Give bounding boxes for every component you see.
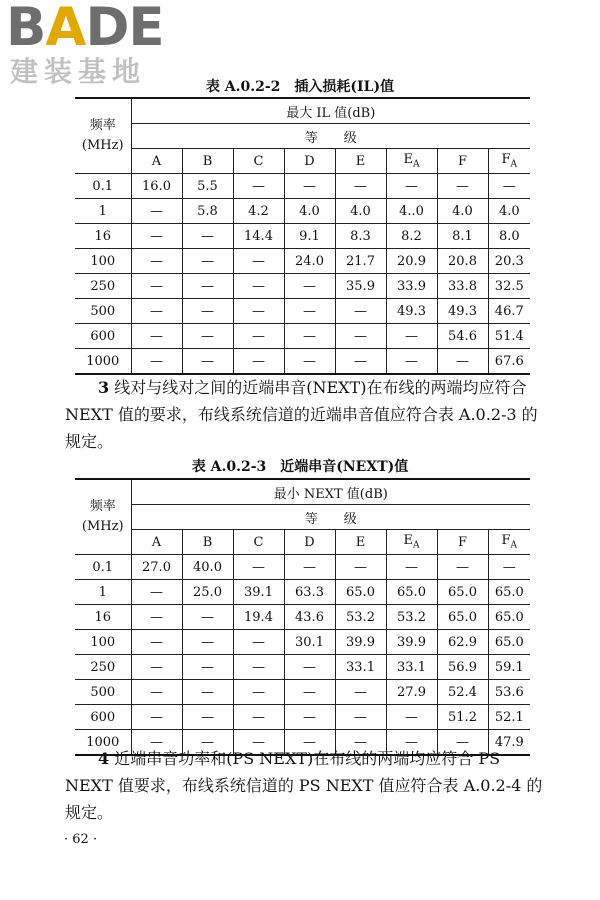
value-cell: —	[131, 224, 182, 249]
value-cell: 52.1	[488, 705, 530, 730]
table-row	[75, 324, 530, 349]
value-cell: 14.4	[233, 224, 284, 249]
value-cell: —	[284, 730, 335, 756]
grade-column-header: E	[335, 530, 386, 555]
table-row	[75, 630, 530, 655]
value-cell: —	[131, 274, 182, 299]
value-cell: —	[131, 199, 182, 224]
grade-columns-row	[75, 149, 530, 174]
value-cell: —	[284, 680, 335, 705]
value-cell: —	[131, 705, 182, 730]
value-cell: 46.7	[488, 299, 530, 324]
grade-column-header: C	[233, 149, 284, 174]
frequency-cell: 500	[75, 680, 131, 705]
value-cell: 35.9	[335, 274, 386, 299]
value-cell: 39.9	[386, 630, 437, 655]
value-cell: —	[182, 224, 233, 249]
value-cell: —	[182, 249, 233, 274]
value-cell: 65.0	[488, 580, 530, 605]
value-cell: 4.0	[488, 199, 530, 224]
logo-chinese-text: 建装基地	[10, 55, 147, 88]
value-cell: —	[182, 299, 233, 324]
value-cell: 65.0	[437, 580, 488, 605]
grade-column-header: B	[182, 530, 233, 555]
value-cell: 4.0	[284, 199, 335, 224]
frequency-cell: 1000	[75, 349, 131, 375]
frequency-cell: 250	[75, 655, 131, 680]
value-cell: 49.3	[437, 299, 488, 324]
grade-header: 等 级	[131, 505, 530, 530]
table-row	[75, 274, 530, 299]
value-cell: —	[284, 299, 335, 324]
value-cell: —	[182, 324, 233, 349]
frequency-cell: 600	[75, 705, 131, 730]
value-cell: 16.0	[131, 174, 182, 199]
grade-column-header: D	[284, 149, 335, 174]
value-cell: 49.3	[386, 299, 437, 324]
value-cell: —	[131, 349, 182, 375]
paragraph-4: 4 近端串音功率和(PS NEXT)在布线的两端均应符合 PS NEXT 值要求，布线系统信道的 PS NEXT 值应符合表 A.0.2-4 的规定。	[65, 749, 543, 822]
value-group-header: 最大 IL 值(dB)	[131, 98, 530, 124]
value-cell: —	[335, 349, 386, 375]
table-row	[75, 199, 530, 224]
value-cell: 20.3	[488, 249, 530, 274]
page-number: · 62 ·	[64, 832, 98, 847]
table1-caption: 表 A.0.2-2 插入损耗(IL)值	[205, 79, 395, 95]
table-row	[75, 680, 530, 705]
value-cell: —	[182, 274, 233, 299]
frequency-cell: 1000	[75, 730, 131, 756]
value-cell: —	[284, 555, 335, 580]
value-cell: 51.2	[437, 705, 488, 730]
frequency-cell: 500	[75, 299, 131, 324]
value-cell: —	[233, 680, 284, 705]
value-cell: —	[233, 705, 284, 730]
value-cell: 4.2	[233, 199, 284, 224]
value-cell: 65.0	[488, 605, 530, 630]
value-cell: 25.0	[182, 580, 233, 605]
value-cell: 8.0	[488, 224, 530, 249]
frequency-header-label: 频率	[89, 118, 116, 133]
grade-column-header: $E_A$	[386, 149, 437, 174]
value-cell: —	[335, 299, 386, 324]
value-cell: 33.9	[386, 274, 437, 299]
value-cell: 56.9	[437, 655, 488, 680]
value-cell: —	[437, 730, 488, 756]
grade-column-header: A	[131, 149, 182, 174]
value-cell: 65.0	[335, 580, 386, 605]
value-cell: 20.8	[437, 249, 488, 274]
value-cell: 4.0	[437, 199, 488, 224]
value-cell: —	[233, 274, 284, 299]
value-cell: —	[437, 555, 488, 580]
table-row	[75, 299, 530, 324]
insertion-loss-table	[75, 97, 530, 375]
frequency-cell: 100	[75, 630, 131, 655]
value-cell: 4.0	[335, 199, 386, 224]
value-cell: —	[182, 349, 233, 375]
value-cell: 39.9	[335, 630, 386, 655]
frequency-cell: 100	[75, 249, 131, 274]
value-cell: 32.5	[488, 274, 530, 299]
value-cell: —	[131, 630, 182, 655]
value-cell: —	[335, 705, 386, 730]
value-cell: 52.4	[437, 680, 488, 705]
header-row	[75, 98, 530, 124]
value-cell: 47.9	[488, 730, 530, 756]
value-cell: —	[182, 705, 233, 730]
value-cell: —	[233, 730, 284, 756]
value-cell: —	[131, 580, 182, 605]
header-row	[75, 479, 530, 505]
value-cell: —	[284, 274, 335, 299]
paragraph-3: 3 线对与线对之间的近端串音(NEXT)在布线的两端均应符合 NEXT 值的要求，布线系统信道的近端串音值应符合表 A.0.2-3 的规定。	[65, 378, 538, 451]
value-cell: 67.6	[488, 349, 530, 375]
frequency-cell: 250	[75, 274, 131, 299]
value-cell: 19.4	[233, 605, 284, 630]
table-row	[75, 605, 530, 630]
value-cell: —	[335, 324, 386, 349]
value-cell: 24.0	[284, 249, 335, 274]
value-cell: 27.9	[386, 680, 437, 705]
value-cell: —	[488, 174, 530, 199]
value-cell: —	[131, 299, 182, 324]
value-cell: —	[386, 730, 437, 756]
value-cell: —	[233, 249, 284, 274]
value-cell: 8.2	[386, 224, 437, 249]
value-cell: —	[233, 174, 284, 199]
grade-column-header: D	[284, 530, 335, 555]
value-cell: 33.1	[386, 655, 437, 680]
table-row	[75, 174, 530, 199]
value-cell: —	[131, 680, 182, 705]
value-cell: 5.5	[182, 174, 233, 199]
table-row	[75, 349, 530, 375]
value-cell: 30.1	[284, 630, 335, 655]
value-cell: 27.0	[131, 555, 182, 580]
value-cell: —	[233, 349, 284, 375]
value-cell: 20.9	[386, 249, 437, 274]
frequency-header	[75, 98, 131, 174]
table2-caption: 表 A.0.2-3 近端串音(NEXT)值	[191, 459, 409, 475]
value-cell: —	[182, 680, 233, 705]
frequency-header-unit: (MHz)	[81, 138, 124, 153]
value-cell: 43.6	[284, 605, 335, 630]
value-cell: 53.2	[386, 605, 437, 630]
value-cell: —	[233, 299, 284, 324]
value-cell: 53.6	[488, 680, 530, 705]
grade-column-header: E	[335, 149, 386, 174]
value-cell: 65.0	[386, 580, 437, 605]
value-cell: —	[131, 655, 182, 680]
grade-columns-row	[75, 530, 530, 555]
value-cell: —	[488, 555, 530, 580]
logo-latin-text: BADE	[6, 0, 164, 58]
value-cell: —	[233, 630, 284, 655]
value-cell: 59.1	[488, 655, 530, 680]
frequency-cell: 1	[75, 199, 131, 224]
grade-column-header: F	[437, 149, 488, 174]
value-cell: 33.8	[437, 274, 488, 299]
next-table	[75, 478, 530, 756]
value-cell: —	[233, 555, 284, 580]
value-cell: —	[131, 605, 182, 630]
value-cell: 65.0	[437, 605, 488, 630]
value-cell: —	[182, 630, 233, 655]
value-cell: —	[335, 680, 386, 705]
value-cell: —	[437, 174, 488, 199]
grade-column-header: $F_A$	[488, 530, 530, 555]
value-cell: —	[437, 349, 488, 375]
grade-column-header: $F_A$	[488, 149, 530, 174]
frequency-cell: 16	[75, 224, 131, 249]
table-row	[75, 224, 530, 249]
frequency-cell: 600	[75, 324, 131, 349]
grade-column-header: F	[437, 530, 488, 555]
table-row	[75, 705, 530, 730]
value-cell: 51.4	[488, 324, 530, 349]
value-cell: —	[284, 655, 335, 680]
value-cell: —	[131, 324, 182, 349]
value-cell: 33.1	[335, 655, 386, 680]
value-cell: —	[335, 555, 386, 580]
value-cell: —	[335, 730, 386, 756]
frequency-header	[75, 479, 131, 555]
value-cell: —	[386, 349, 437, 375]
value-cell: —	[386, 555, 437, 580]
value-cell: —	[284, 174, 335, 199]
value-cell: 8.1	[437, 224, 488, 249]
value-cell: 5.8	[182, 199, 233, 224]
value-cell: —	[335, 174, 386, 199]
grade-column-header: B	[182, 149, 233, 174]
value-group-header: 最小 NEXT 值(dB)	[131, 479, 530, 505]
frequency-cell: 0.1	[75, 555, 131, 580]
value-cell: —	[182, 605, 233, 630]
value-cell: —	[182, 730, 233, 756]
value-cell: 39.1	[233, 580, 284, 605]
value-cell: —	[386, 324, 437, 349]
value-cell: 8.3	[335, 224, 386, 249]
frequency-header-label: 频率	[89, 499, 116, 514]
value-cell: —	[284, 705, 335, 730]
value-cell: —	[233, 324, 284, 349]
value-cell: 21.7	[335, 249, 386, 274]
value-cell: 40.0	[182, 555, 233, 580]
table-row	[75, 249, 530, 274]
value-cell: 4..0	[386, 199, 437, 224]
grade-column-header: C	[233, 530, 284, 555]
value-cell: 62.9	[437, 630, 488, 655]
table-row	[75, 655, 530, 680]
frequency-cell: 0.1	[75, 174, 131, 199]
value-cell: —	[182, 655, 233, 680]
value-cell: —	[131, 730, 182, 756]
value-cell: —	[386, 705, 437, 730]
value-cell: —	[131, 249, 182, 274]
value-cell: —	[386, 174, 437, 199]
frequency-cell: 1	[75, 580, 131, 605]
value-cell: 53.2	[335, 605, 386, 630]
frequency-header-unit: (MHz)	[81, 519, 124, 534]
value-cell: 63.3	[284, 580, 335, 605]
grade-row	[75, 124, 530, 149]
table-row	[75, 580, 530, 605]
grade-column-header: A	[131, 530, 182, 555]
frequency-cell: 16	[75, 605, 131, 630]
value-cell: —	[284, 349, 335, 375]
grade-header: 等 级	[131, 124, 530, 149]
value-cell: 65.0	[488, 630, 530, 655]
value-cell: 54.6	[437, 324, 488, 349]
grade-column-header: $E_A$	[386, 530, 437, 555]
value-cell: 9.1	[284, 224, 335, 249]
value-cell: —	[233, 655, 284, 680]
grade-row	[75, 505, 530, 530]
value-cell: —	[284, 324, 335, 349]
table-row	[75, 555, 530, 580]
